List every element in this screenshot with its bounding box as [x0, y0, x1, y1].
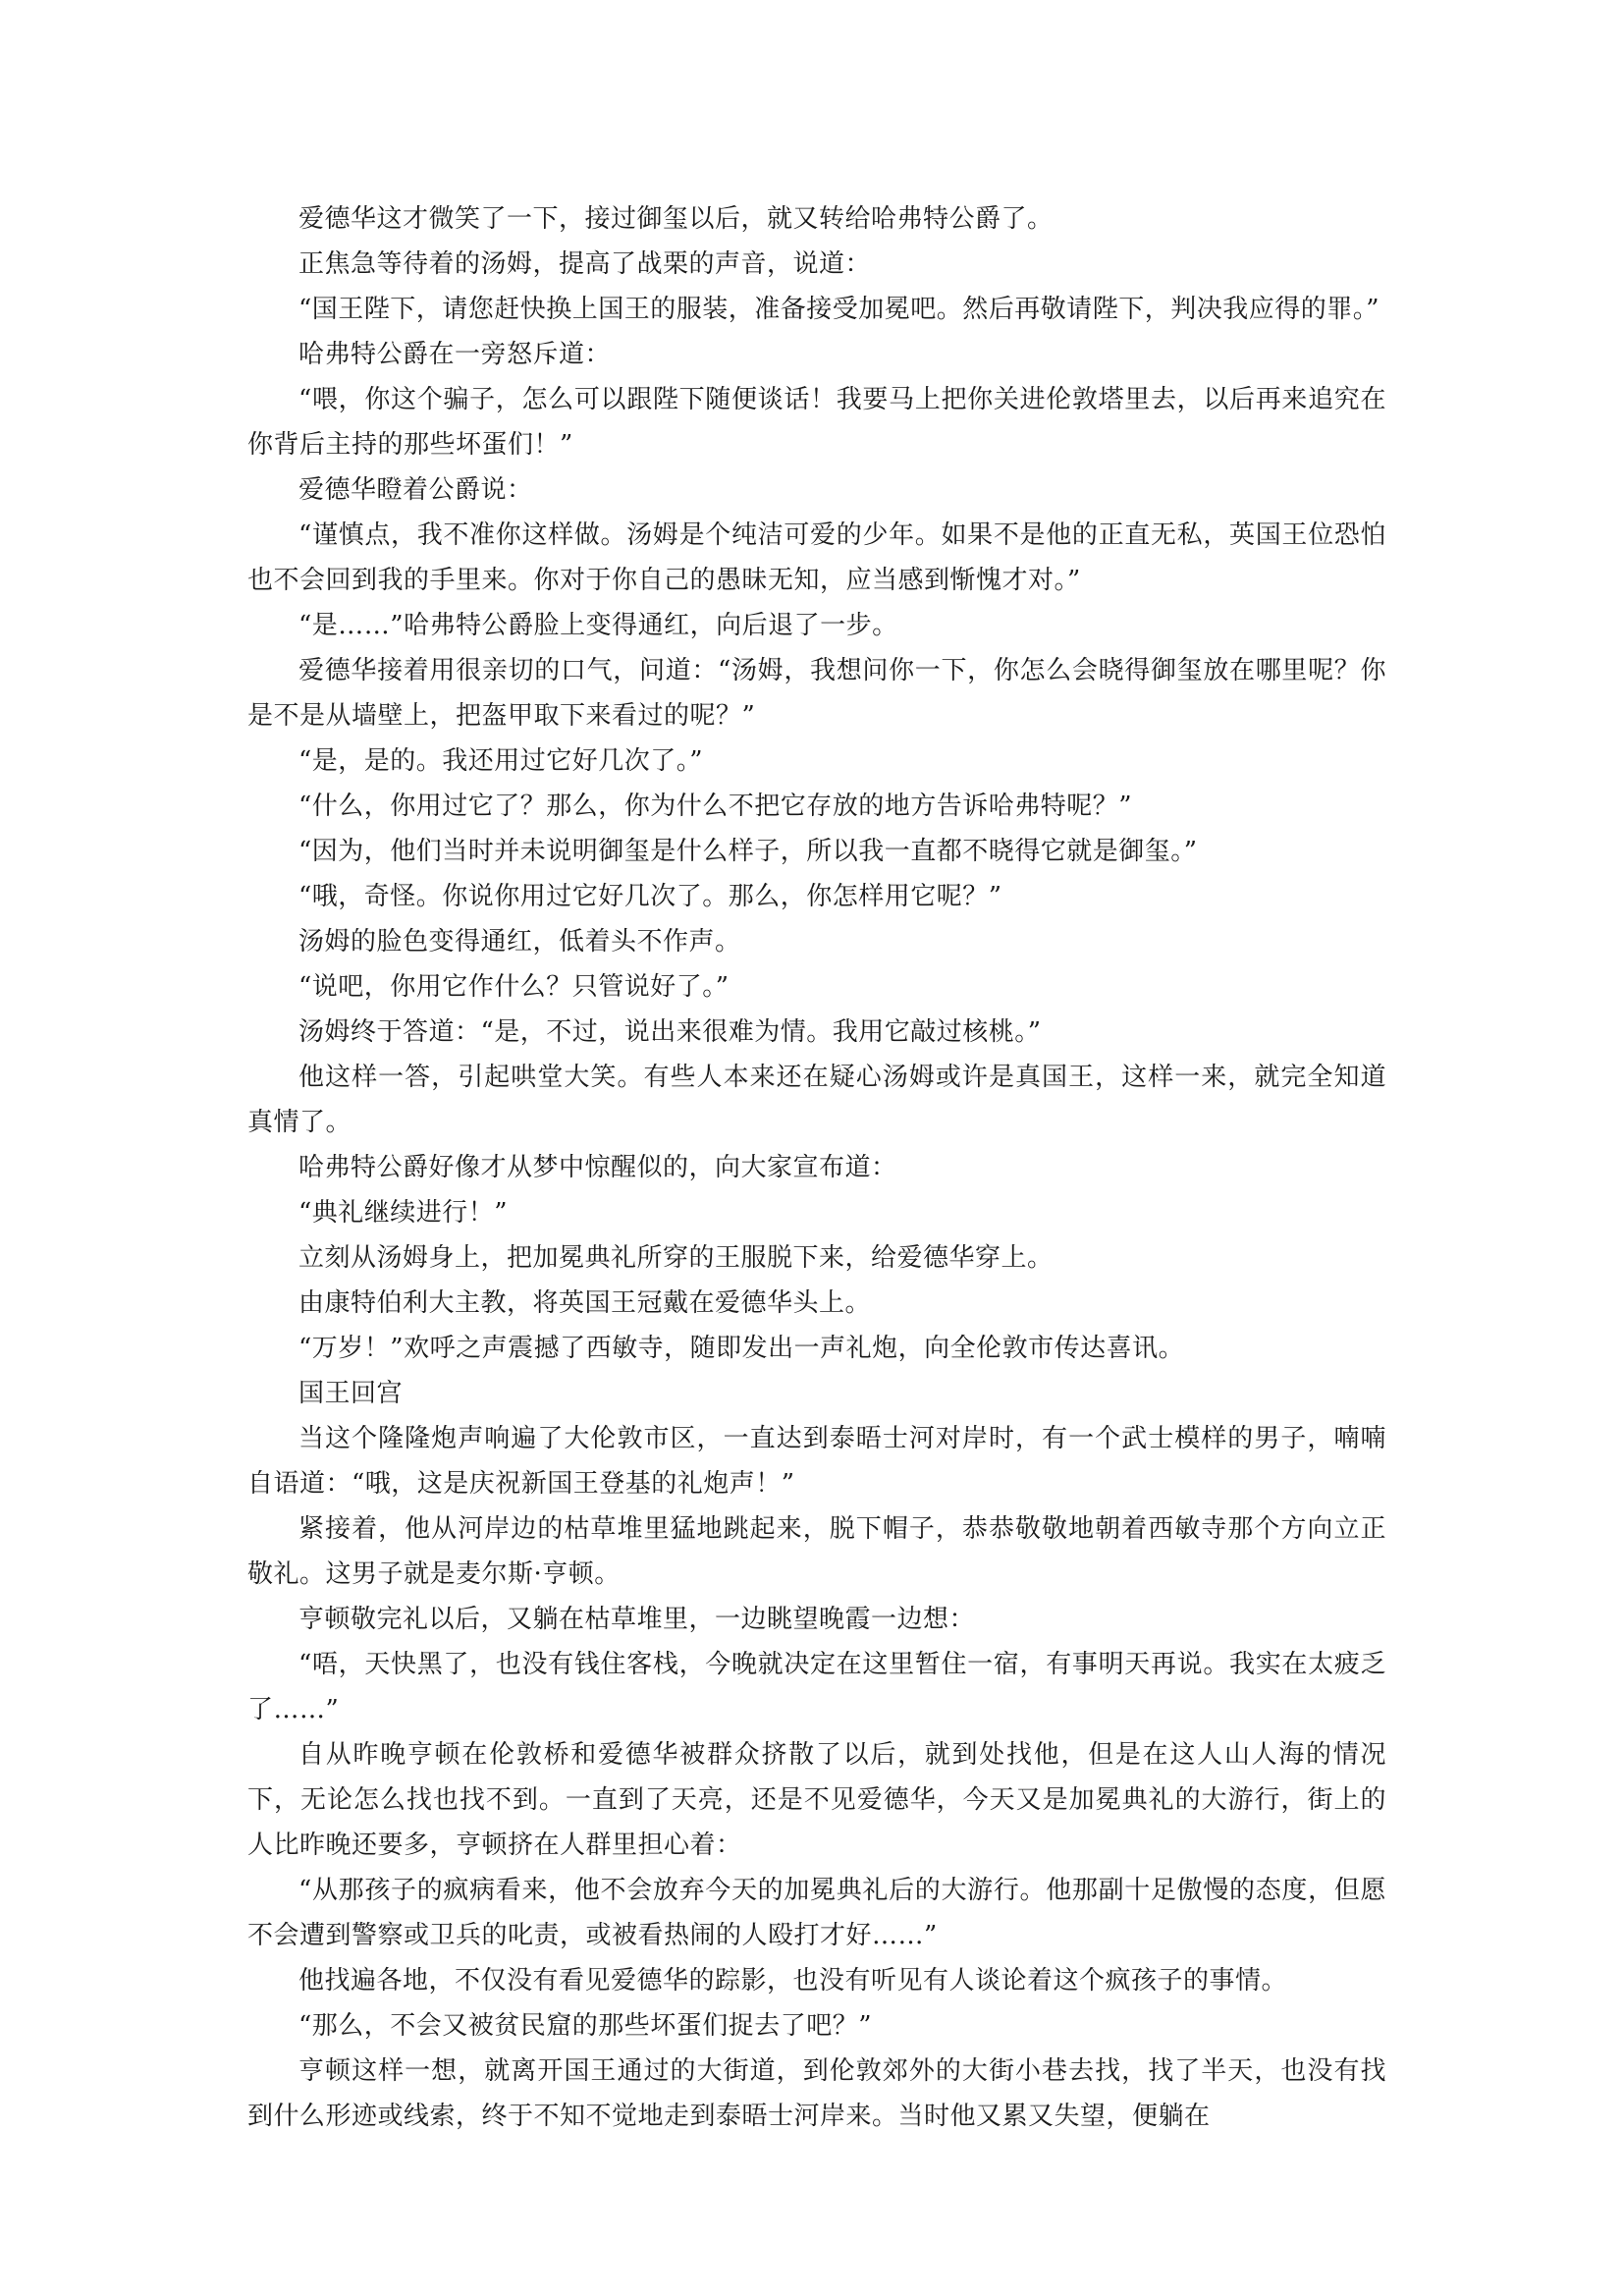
paragraph: “是……”哈弗特公爵脸上变得通红，向后退了一步。 [298, 611, 898, 640]
paragraph: 他找遍各地，不仅没有看见爱德华的踪影，也没有听见有人谈论着这个疯孩子的事情。 [298, 1966, 1288, 1995]
paragraph: 汤姆终于答道：“是，不过，说出来很难为情。我用它敲过核桃。” [298, 1017, 1042, 1047]
paragraph: 爱德华瞪着公爵说： [298, 475, 533, 505]
paragraph: 当这个隆隆炮声响遍了大伦敦市区，一直达到泰晤士河对岸时，有一个武士模样的男子，喃喃自语道：“哦，这是庆祝新国王登基的礼炮声！” [247, 1424, 1386, 1499]
paragraph: “典礼继续进行！” [298, 1198, 509, 1228]
paragraph: 汤姆的脸色变得通红，低着头不作声。 [298, 927, 741, 957]
document-body [247, 196, 1386, 2139]
paragraph: “谨慎点，我不准你这样做。汤姆是个纯洁可爱的少年。如果不是他的正直无私，英国王位恐怕也不会回到我的手里来。你对于你自己的愚昧无知，应当感到惭愧才对。” [247, 520, 1386, 595]
section-heading: 国王回宫 [298, 1379, 404, 1408]
paragraph: 立刻从汤姆身上，把加冕典礼所穿的王服脱下来，给爱德华穿上。 [298, 1243, 1054, 1273]
paragraph: “那么，不会又被贫民窟的那些坏蛋们捉去了吧？” [298, 2011, 873, 2041]
paragraph: 亨顿这样一想，就离开国王通过的大街道，到伦敦郊外的大街小巷去找，找了半天，也没有找到什么形迹或线索，终于不知不觉地走到泰晤士河岸来。当时他又累又失望，便躺在 [247, 2056, 1386, 2131]
paragraph: 由康特伯利大主教，将英国王冠戴在爱德华头上。 [298, 1288, 872, 1318]
paragraph: “什么，你用过它了？那么，你为什么不把它存放的地方告诉哈弗特呢？” [298, 792, 1133, 821]
paragraph: 紧接着，他从河岸边的枯草堆里猛地跳起来，脱下帽子，恭恭敬敬地朝着西敏寺那个方向立正敬礼。这男子就是麦尔斯·亨顿。 [247, 1514, 1386, 1589]
paragraph: 哈弗特公爵在一旁怒斥道： [298, 340, 612, 369]
paragraph: “说吧，你用它作什么？只管说好了。” [298, 972, 730, 1002]
paragraph: “唔，天快黑了，也没有钱住客栈，今晚就决定在这里暂住一宿，有事明天再说。我实在太疲乏了……” [247, 1650, 1386, 1724]
paragraph: “万岁！”欢呼之声震撼了西敏寺，随即发出一声礼炮，向全伦敦市传达喜讯。 [298, 1334, 1185, 1363]
paragraph: 他这样一答，引起哄堂大笑。有些人本来还在疑心汤姆或许是真国王，这样一来，就完全知道真情了。 [247, 1063, 1386, 1137]
paragraph: 爱德华这才微笑了一下，接过御玺以后，就又转给哈弗特公爵了。 [298, 204, 1054, 234]
paragraph: 哈弗特公爵好像才从梦中惊醒似的，向大家宣布道： [298, 1153, 897, 1182]
paragraph: 爱德华接着用很亲切的口气，问道：“汤姆，我想问你一下，你怎么会晓得御玺放在哪里呢？你是不是从墙壁上，把盔甲取下来看过的呢？” [247, 656, 1386, 731]
paragraph: 正焦急等待着的汤姆，提高了战栗的声音，说道： [298, 249, 872, 279]
paragraph: “国王陛下，请您赶快换上国王的服装，准备接受加冕吧。然后再敬请陛下，判决我应得的罪。” [298, 295, 1380, 324]
paragraph: 自从昨晚亨顿在伦敦桥和爱德华被群众挤散了以后，就到处找他，但是在这人山人海的情况下，无论怎么找也找不到。一直到了天亮，还是不见爱德华，今天又是加冕典礼的大游行，街上的人比昨晚还要多，亨顿挤在人群里担心着： [247, 1740, 1386, 1860]
paragraph: “是，是的。我还用过它好几次了。” [298, 746, 704, 776]
paragraph: 亨顿敬完礼以后，又躺在枯草堆里，一边眺望晚霞一边想： [298, 1605, 976, 1634]
paragraph: “从那孩子的疯病看来，他不会放弃今天的加冕典礼后的大游行。他那副十足傲慢的态度，但愿不会遭到警察或卫兵的叱责，或被看热闹的人殴打才好……” [247, 1876, 1386, 1950]
paragraph: “哦，奇怪。你说你用过它好几次了。那么，你怎样用它呢？” [298, 882, 1002, 911]
paragraph: “因为，他们当时并未说明御玺是什么样子，所以我一直都不晓得它就是御玺。” [298, 837, 1198, 866]
paragraph: “喂，你这个骗子，怎么可以跟陛下随便谈话！我要马上把你关进伦敦塔里去，以后再来追究在你背后主持的那些坏蛋们！” [247, 385, 1386, 460]
